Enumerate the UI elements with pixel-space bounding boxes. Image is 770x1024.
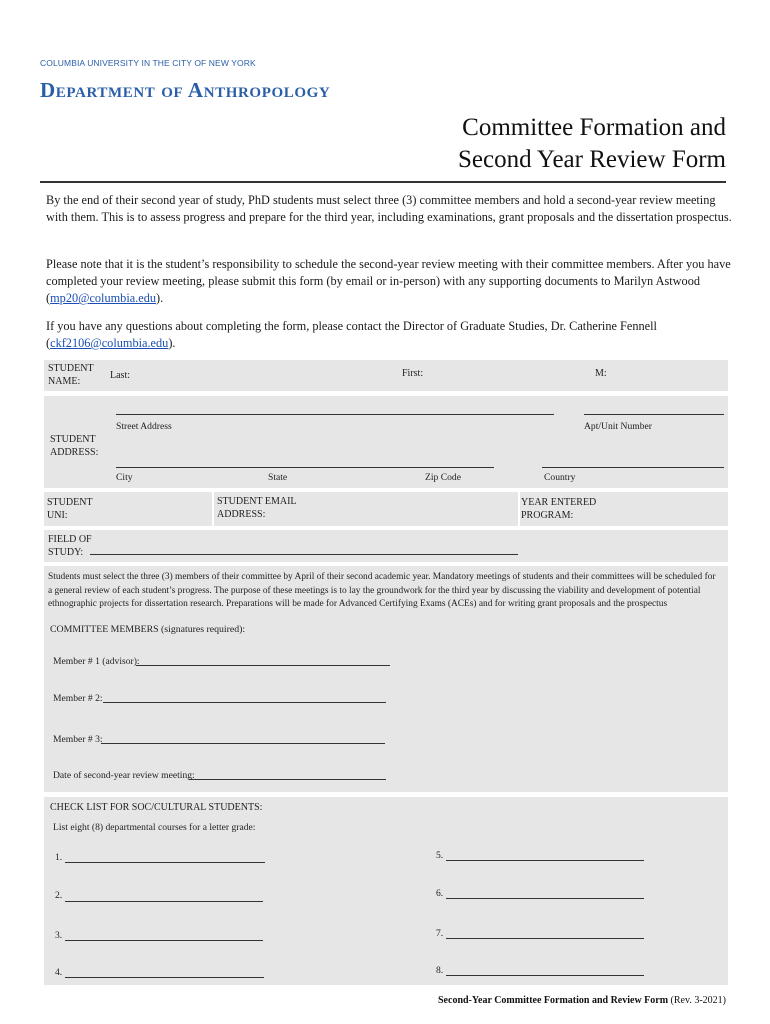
intro-p2-text: Please note that it is the student’s responsibility to schedule the second-year review meeting with their committee members. After you have completed your review meeting, please submit this form (by email or in-person) with any supporting documents to Marilyn Astwood ( [46, 257, 731, 305]
course-8-line[interactable] [446, 975, 644, 976]
city-state-zip-line[interactable] [116, 467, 494, 468]
footer-revision: (Rev. 3-2021) [668, 995, 726, 1006]
student-email-label-l2: ADDRESS: [217, 509, 266, 520]
last-name-field[interactable]: Last: [110, 370, 130, 381]
course-3-line[interactable] [65, 940, 263, 941]
field-of-study-label-l2: STUDY: [48, 547, 84, 558]
student-uni-label-l1: STUDENT [47, 497, 93, 508]
course-4-line[interactable] [65, 977, 264, 978]
student-uni-label [47, 496, 93, 522]
form-footer [438, 995, 726, 1006]
member-2-signature-line[interactable] [103, 702, 386, 703]
student-name-label [48, 362, 94, 388]
city-caption: City [116, 472, 133, 483]
intro-p3-text: If you have any questions about completing the form, please contact the Director of Graduate Studies, Dr. Catherine Fennell ( [46, 319, 657, 350]
course-7-number: 7. [436, 928, 444, 939]
course-1-line[interactable] [65, 862, 265, 863]
member-1-signature-line[interactable] [136, 665, 390, 666]
course-8-number: 8. [436, 965, 444, 976]
form-title-line2: Second Year Review Form [457, 146, 726, 173]
course-4-number: 4. [55, 967, 63, 978]
student-email-label [217, 495, 297, 521]
review-date-label: Date of second-year review meeting: [53, 770, 195, 781]
footer-form-name: Second-Year Committee Formation and Review Form [438, 995, 669, 1006]
intro-p3-end: ). [168, 336, 176, 350]
course-3-number: 3. [55, 930, 63, 941]
field-of-study-label [48, 533, 92, 559]
first-name-field[interactable]: First: [402, 368, 424, 379]
student-name-label-l2: NAME: [48, 376, 81, 387]
state-caption: State [268, 472, 288, 483]
student-uni-label-l2: UNI: [47, 510, 68, 521]
email-link-fennell[interactable]: ckf2106@columbia.edu [50, 336, 169, 350]
field-of-study-section [44, 530, 728, 562]
street-address-line[interactable] [116, 414, 554, 415]
course-2-line[interactable] [65, 901, 263, 902]
title-divider [40, 181, 726, 183]
year-entered-label-l1: YEAR ENTERED [521, 497, 597, 508]
apt-unit-line[interactable] [584, 414, 724, 415]
year-entered-label [521, 496, 596, 522]
student-address-section [44, 396, 728, 488]
form-title [458, 112, 726, 176]
email-link-astwood[interactable]: mp20@columbia.edu [50, 291, 157, 305]
committee-instructions: Students must select the three (3) members of their committee by April of their second academic year. Mandatory meetings of students and their committees will be scheduled for a general review of each student’s progress. The purpose of these meetings is to lay the groundwork for the third year by discussing the viability and development of potential ethnographic projects for dissertation research. Preparations will be made for Advanced Certifying Exams (ACEs) and for writing grant proposals and the prospectus [48, 572, 716, 609]
course-5-number: 5. [436, 850, 444, 861]
student-address-label-l1: STUDENT [50, 434, 96, 445]
student-address-label-l2: ADDRESS: [50, 447, 99, 458]
course-6-number: 6. [436, 888, 444, 899]
member-3-signature-line[interactable] [101, 743, 385, 744]
university-name: COLUMBIA UNIVERSITY IN THE CITY OF NEW YORK [40, 58, 256, 68]
course-1-number: 1. [55, 852, 63, 863]
intro-paragraph-2 [46, 256, 736, 307]
intro-paragraph-1: By the end of their second year of study, PhD students must select three (3) committee members and hold a second-year review meeting with them. This is to assess progress and prepare for the third year, including examinations, grant proposals and the dissertation prospectus. [46, 193, 732, 224]
checklist-heading: CHECK LIST FOR SOC/CULTURAL STUDENTS: [50, 802, 263, 813]
student-email-label-l1: STUDENT EMAIL [217, 496, 297, 507]
country-line[interactable] [542, 467, 724, 468]
apt-unit-caption: Apt/Unit Number [584, 421, 652, 432]
course-5-line[interactable] [446, 860, 644, 861]
member-1-label: Member # 1 (advisor): [53, 656, 140, 667]
member-2-label: Member # 2: [53, 693, 103, 704]
department-name: Department of Anthropology [40, 78, 331, 102]
form-title-line1: Committee Formation and [462, 114, 726, 141]
course-6-line[interactable] [446, 898, 644, 899]
zip-caption: Zip Code [425, 472, 461, 483]
course-7-line[interactable] [446, 938, 644, 939]
field-of-study-line[interactable] [90, 554, 518, 555]
course-2-number: 2. [55, 890, 63, 901]
checklist-subheading: List eight (8) departmental courses for a letter grade: [53, 822, 256, 833]
student-name-section [44, 360, 728, 391]
student-name-label-l1: STUDENT [48, 363, 94, 374]
field-of-study-label-l1: FIELD OF [48, 534, 92, 545]
country-caption: Country [544, 472, 576, 483]
committee-members-heading: COMMITTEE MEMBERS (signatures required): [50, 624, 246, 635]
member-3-label: Member # 3: [53, 734, 103, 745]
middle-initial-field[interactable]: M: [595, 368, 607, 379]
student-address-label [50, 433, 98, 459]
street-address-caption: Street Address [116, 421, 172, 432]
review-date-line[interactable] [189, 779, 386, 780]
year-entered-label-l2: PROGRAM: [521, 510, 574, 521]
intro-paragraph-3 [46, 318, 736, 352]
intro-p2-end: ). [156, 291, 164, 305]
